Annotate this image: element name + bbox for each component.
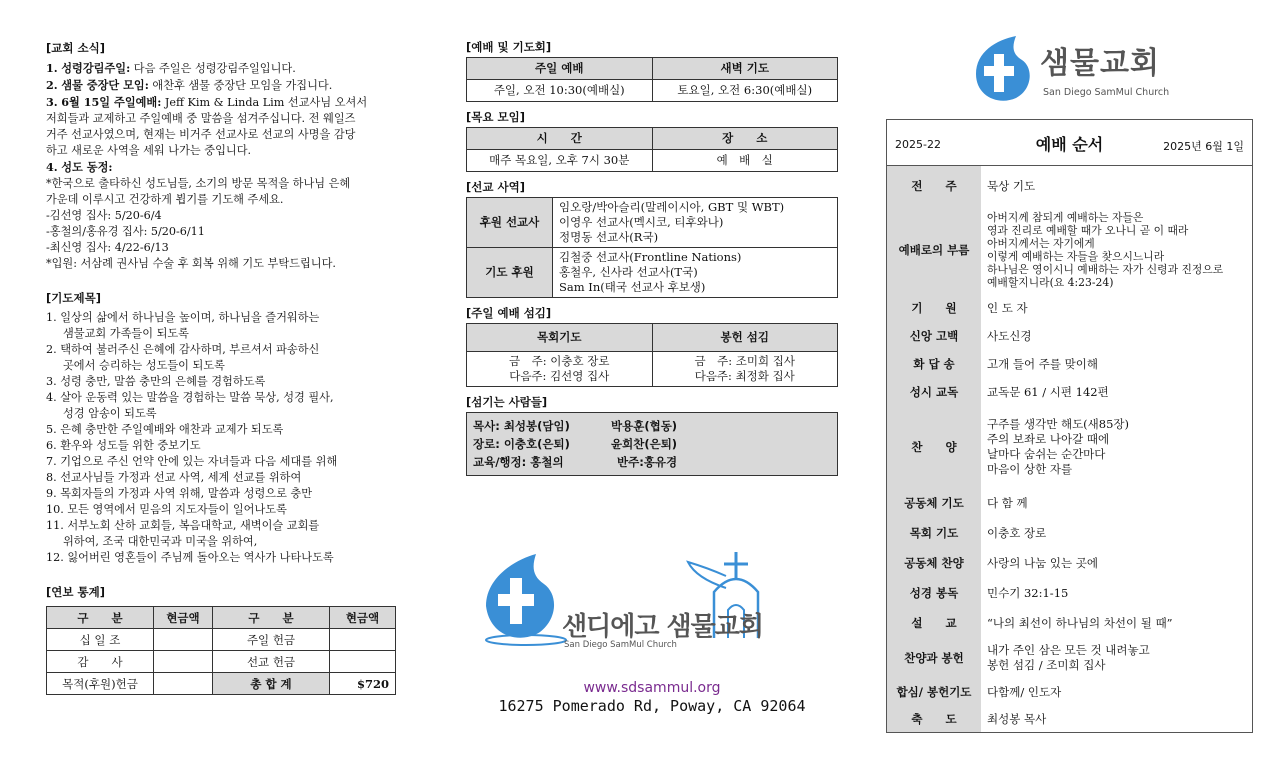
news-sub-line: -최신영 집사: 4/22-6/13 <box>46 241 169 254</box>
table-head-cell: 장 소 <box>652 128 838 150</box>
table-cell: 금 주: 조미희 집사 다음주: 최정화 집사 <box>652 352 838 387</box>
bottom-logo-en: San Diego SamMul Church <box>564 640 677 650</box>
table-row <box>467 80 838 102</box>
order-header <box>887 120 1252 166</box>
prayer-item-cont: 성경 암송이 되도록 <box>63 407 157 420</box>
servers-row: 교육/행정: 홍철의 반주:홍유경 <box>473 455 678 469</box>
church-address: 16275 Pomerado Rd, Poway, CA 92064 <box>498 697 806 715</box>
brand-english-name: San Diego SamMul Church <box>1043 87 1170 98</box>
news-item: 3. 6월 15일 주일예배: Jeff Kim & Linda Lim 선교사님 오셔서 <box>46 95 368 109</box>
news-item-cont: 거주 선교사였으며, 현재는 비거주 선교사로 선교의 사명을 감당 <box>46 128 356 141</box>
news-header: [교회 소식] <box>46 41 105 55</box>
table-head-cell: 새벽 기도 <box>652 58 838 80</box>
prayer-item: 12. 잃어버린 영혼들이 주님께 돌아오는 역사가 나타나도록 <box>46 551 334 564</box>
serving-table <box>466 323 838 387</box>
news-sub-line: -김선영 집사: 5/20-6/4 <box>46 209 162 222</box>
total-value: $720 <box>330 673 396 695</box>
table-cell: 토요일, 오전 6:30(예배실) <box>652 80 838 102</box>
table-row <box>467 324 838 352</box>
news-item: 4. 성도 동정: <box>46 160 113 174</box>
order-row: 성경 봉독 민수기 32:1-15 <box>887 578 1252 608</box>
table-cell: 금 주: 이충호 장로 다음주: 김선영 집사 <box>467 352 653 387</box>
table-cell: 십 일 조 <box>47 629 154 651</box>
table-cell <box>154 629 213 651</box>
order-row: 신앙 고백 사도신경 <box>887 322 1252 350</box>
table-row <box>467 128 838 150</box>
prayer-item-cont: 위하여, 조국 대한민국과 미국을 위하여, <box>63 535 258 548</box>
table-row <box>467 352 838 387</box>
order-row: 기 원 인 도 자 <box>887 294 1252 322</box>
table-cell <box>154 673 213 695</box>
prayer-support-list: 김철중 선교사(Frontline Nations) 홍철우, 신사라 선교사(T국) Sam In(태국 선교사 후보생) <box>553 248 838 298</box>
worship-order-panel <box>886 119 1253 733</box>
prayer-header: [기도제목] <box>46 291 101 305</box>
table-row <box>47 629 396 651</box>
table-cell: 주일, 오전 10:30(예배실) <box>467 80 653 102</box>
mission-header: [선교 사역] <box>466 180 525 194</box>
table-row <box>467 58 838 80</box>
table-cell <box>154 651 213 673</box>
brand-name: 샘물교회 <box>1040 46 1160 81</box>
order-row: 축 도 최성봉 목사 <box>887 706 1252 732</box>
church-logo-large <box>474 548 794 658</box>
support-list: 임오랑/박아슬리(말레이시아, GBT 및 WBT) 이영우 선교사(멕시코, 티후와나) 정명동 선교사(R국) <box>553 198 838 248</box>
prayer-support-label: 기도 후원 <box>467 248 553 298</box>
bulletin-number: 2025-22 <box>895 138 941 151</box>
thursday-header: [목요 모임] <box>466 110 525 124</box>
table-row <box>47 651 396 673</box>
news-sub-line: 가운데 이루시고 건강하게 뵙기를 기도해 주세요. <box>46 193 284 206</box>
order-row: 전 주 묵상 기도 <box>887 166 1252 206</box>
table-head-cell: 현금액 <box>330 607 396 629</box>
table-row <box>47 607 396 629</box>
prayer-item-cont: 샘물교회 가족들이 되도록 <box>63 327 189 340</box>
table-cell: 선교 헌금 <box>213 651 330 673</box>
prayer-item: 3. 성령 충만, 말씀 충만의 은혜를 경험하도록 <box>46 375 266 388</box>
prayer-list <box>46 310 396 566</box>
drop-cross-icon <box>970 34 1036 104</box>
offering-header: [연보 통계] <box>46 585 105 599</box>
prayer-item: 5. 은혜 충만한 주일예배와 애찬과 교제가 되도록 <box>46 423 284 436</box>
left-column <box>46 40 396 695</box>
table-row <box>47 673 396 695</box>
prayer-item: 1. 일상의 삶에서 하나님을 높이며, 하나님을 즐거워하는 <box>46 311 320 324</box>
total-label: 총 합 계 <box>213 673 330 695</box>
table-row <box>467 150 838 172</box>
table-row <box>467 198 838 248</box>
prayer-item: 7. 기업으로 주신 언약 안에 있는 자녀들과 다음 세대를 위해 <box>46 455 338 468</box>
table-head-cell: 현금액 <box>154 607 213 629</box>
worship-header: [예배 및 기도회] <box>466 40 552 54</box>
order-row: 목회 기도 이충호 장로 <box>887 518 1252 548</box>
table-cell <box>330 629 396 651</box>
table-cell: 예 배 실 <box>652 150 838 172</box>
prayer-item: 2. 택하여 불러주신 은혜에 감사하며, 부르셔서 파송하신 <box>46 343 320 356</box>
news-list <box>46 60 396 272</box>
news-sub-line: -홍철의/홍유경 집사: 5/20-6/11 <box>46 225 205 238</box>
table-head-cell: 구 분 <box>47 607 154 629</box>
news-sub-line: *입원: 서삼례 권사님 수술 후 회복 위해 기도 부탁드립니다. <box>46 257 336 270</box>
table-cell <box>330 651 396 673</box>
middle-column <box>466 40 838 476</box>
order-row: 성시 교독 교독문 61 / 시편 142편 <box>887 378 1252 406</box>
table-cell: 주일 헌금 <box>213 629 330 651</box>
order-row: 공동체 기도 다 함 께 <box>887 488 1252 518</box>
order-row: 예배로의 부름 아버지께 참되게 예배하는 자들은 영과 진리로 예배할 때가 오나니 곧 이 때라 아버지께서는 자기에게 이렇게 예배하는 자들을 찾으시느니라 하나님은 영이시니 예배하는 자가 신령과 진정으로 예배할지니라(요 4:23-24) <box>887 206 1252 294</box>
table-head-cell: 시 간 <box>467 128 653 150</box>
support-label: 후원 선교사 <box>467 198 553 248</box>
news-item-cont: 하고 새로운 사역을 세워 나가는 중입니다. <box>46 144 252 157</box>
table-row <box>467 248 838 298</box>
news-item: 2. 샘물 중장단 모임: 애찬후 샘물 중장단 모임을 가집니다. <box>46 78 333 92</box>
servers-box <box>466 412 838 476</box>
prayer-item: 4. 살아 운동력 있는 말씀을 경험하는 말씀 묵상, 성경 필사, <box>46 391 334 404</box>
mission-table <box>466 197 838 298</box>
order-title: 예배 순서 <box>1035 135 1104 154</box>
servers-row: 장로: 이충호(은퇴) 윤희찬(은퇴) <box>473 437 678 451</box>
table-head-cell: 구 분 <box>213 607 330 629</box>
order-row: 화 답 송 고개 들어 주를 맞이해 <box>887 350 1252 378</box>
news-sub-line: *한국으로 출타하신 성도님들, 소기의 방문 목적을 하나님 은혜 <box>46 177 351 190</box>
table-head-cell: 목회기도 <box>467 324 653 352</box>
servers-row: 목사: 최성봉(담임) 박용훈(협동) <box>473 419 678 433</box>
worship-table <box>466 57 838 102</box>
serving-header: [주일 예배 섬김] <box>466 306 552 320</box>
prayer-item: 8. 선교사님들 가정과 선교 사역, 세계 선교를 위하여 <box>46 471 302 484</box>
news-item-cont: 저희들과 교제하고 주일예배 중 말씀을 섬겨주십니다. 전 웨일즈 <box>46 112 356 125</box>
servers-header: [섬기는 사람들] <box>466 395 548 409</box>
prayer-item: 10. 모든 영역에서 믿음의 지도자들이 일어나도록 <box>46 503 287 516</box>
offering-table <box>46 606 396 695</box>
order-row: 찬 양 구주를 생각만 해도(새85장) 주의 보좌로 나아갈 때에 날마다 숨쉬는 순간마다 마음이 상한 자를 <box>887 406 1252 488</box>
news-item: 1. 성령강림주일: 다음 주일은 성령강림주일입니다. <box>46 61 296 75</box>
prayer-item: 11. 서부노회 산하 교회들, 복음대학교, 새벽이슬 교회를 <box>46 519 320 532</box>
bulletin-date: 2025년 6월 1일 <box>1163 140 1244 153</box>
table-cell: 감 사 <box>47 651 154 673</box>
table-head-cell: 봉헌 섬김 <box>652 324 838 352</box>
order-row: 찬양과 봉헌 내가 주인 삼은 모든 것 내려놓고 봉헌 섬김 / 조미희 집사 <box>887 638 1252 678</box>
thursday-table <box>466 127 838 172</box>
order-row: 설 교 “나의 최선이 하나님의 차선이 될 때” <box>887 608 1252 638</box>
prayer-item: 9. 목회자들의 가정과 사역 위해, 말씀과 성령으로 충만 <box>46 487 313 500</box>
prayer-item: 6. 환우와 성도들 위한 중보기도 <box>46 439 201 452</box>
prayer-item-cont: 곳에서 승리하는 성도들이 되도록 <box>63 359 225 372</box>
table-cell: 목적(후원)헌금 <box>47 673 154 695</box>
order-row: 공동체 찬양 사랑의 나눔 있는 곳에 <box>887 548 1252 578</box>
table-head-cell: 주일 예배 <box>467 58 653 80</box>
bottom-logo-text: 샌디에고 샘물교회 <box>562 612 763 642</box>
table-cell: 매주 목요일, 오후 7시 30분 <box>467 150 653 172</box>
website-link[interactable]: www.sdsammul.org <box>583 680 721 696</box>
order-row: 합심/ 봉헌기도 다함께/ 인도자 <box>887 678 1252 706</box>
